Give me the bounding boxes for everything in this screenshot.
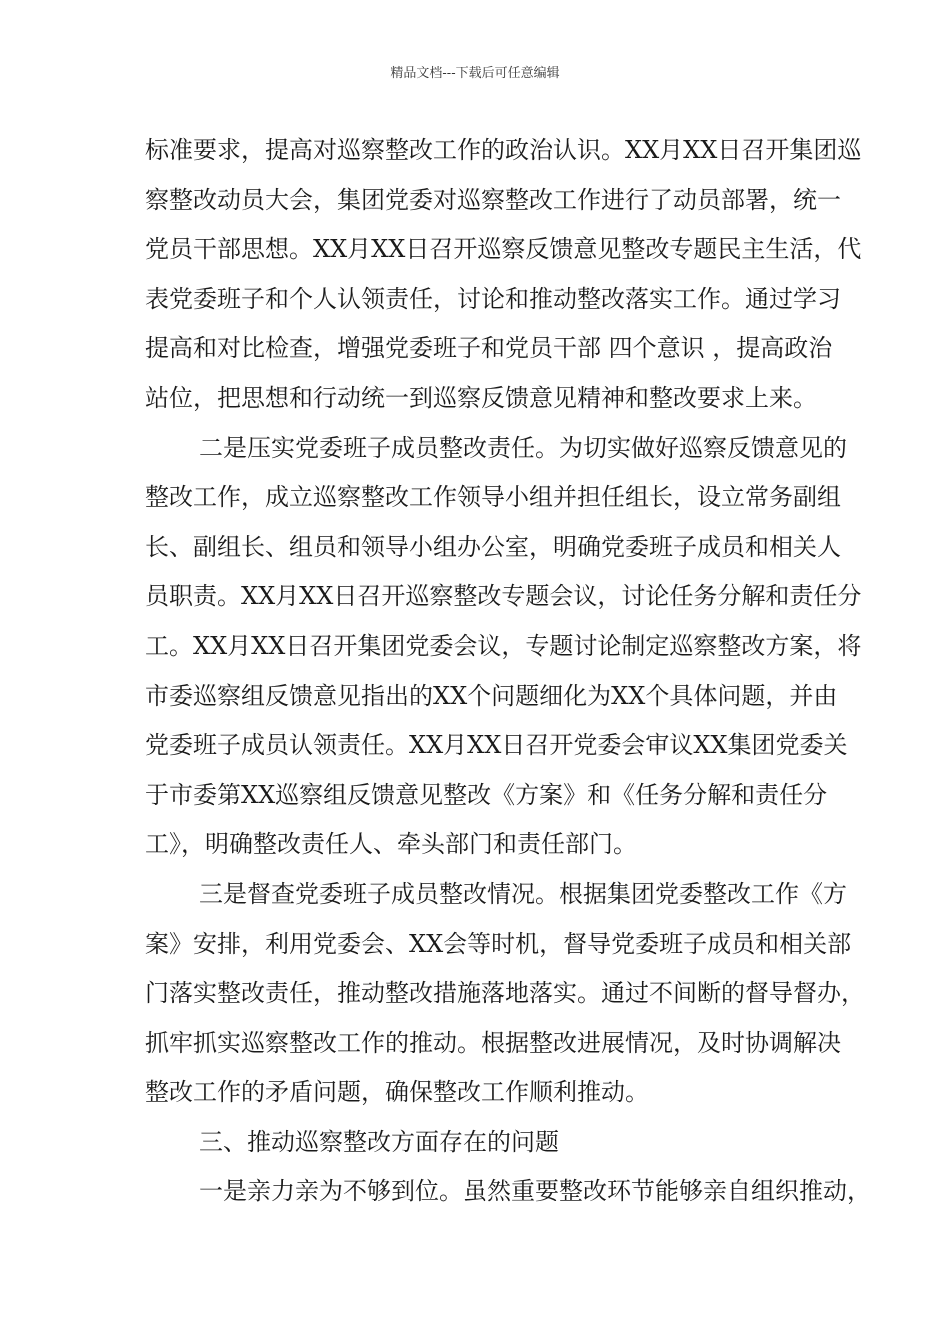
paragraph [145,1118,810,1168]
paragraph [145,126,862,424]
paragraph [145,870,865,1118]
text-line: 整改工作，成立巡察整改工作领导小组并担任组长，设立常务副组 [145,483,841,512]
text-line: 员职责。XX月XX日召开巡察整改专题会议，讨论任务分解和责任分 [145,582,862,611]
text-line: 察整改动员大会，集团党委对巡察整改工作进行了动员部署，统一 [145,185,841,214]
text-line: 一是亲力亲为不够到位。虽然重要整改环节能够亲自组织推动， [199,1177,871,1206]
text-line: 党员干部思想。XX月XX日召开巡察反馈意见整改专题民主生活，代 [145,235,862,264]
document-body [145,126,871,1217]
text-line: 站位，把思想和行动统一到巡察反馈意见精神和整改要求上来。 [145,383,817,412]
text-line: 党委班子成员认领责任。XX月XX日召开党委会审议XX集团党委关 [145,731,848,760]
page-header: 精品文档---下载后可任意编辑 [390,66,560,81]
paragraph [145,424,862,870]
text-line: 工》，明确整改责任人、牵头部门和责任部门。 [145,830,637,859]
text-line: 表党委班子和个人认领责任，讨论和推动整改落实工作。通过学习 [145,284,841,313]
text-line: 整改工作的矛盾问题，确保整改工作顺利推动。 [145,1078,649,1107]
text-line: 抓牢抓实巡察整改工作的推动。根据整改进展情况，及时协调解决 [145,1028,841,1057]
text-line: 长、副组长、组员和领导小组办公室，明确党委班子成员和相关人 [145,532,841,561]
text-line: 二是压实党委班子成员整改责任。为切实做好巡察反馈意见的 [199,433,847,462]
text-line: 市委巡察组反馈意见指出的XX个问题细化为XX个具体问题，并由 [145,681,838,710]
text-line: 案》安排，利用党委会、XX会等时机，督导党委班子成员和相关部 [145,929,852,958]
text-line: 于市委第XX巡察组反馈意见整改《方案》和《任务分解和责任分 [145,780,828,809]
text-line: 门落实整改责任，推动整改措施落地落实。通过不间断的督导督办， [145,979,865,1008]
paragraph [145,1167,871,1217]
text-line: 提高和对比检查，增强党委班子和党员干部 四个意识 ，提高政治 [145,334,833,363]
text-line: 三、推动巡察整改方面存在的问题 [199,1127,559,1156]
text-line: 标准要求，提高对巡察整改工作的政治认识。XX月XX日召开集团巡 [145,136,862,164]
text-line: 工。XX月XX日召开集团党委会议，专题讨论制定巡察整改方案，将 [145,631,862,660]
text-line: 三是督查党委班子成员整改情况。根据集团党委整改工作《方 [199,879,847,908]
